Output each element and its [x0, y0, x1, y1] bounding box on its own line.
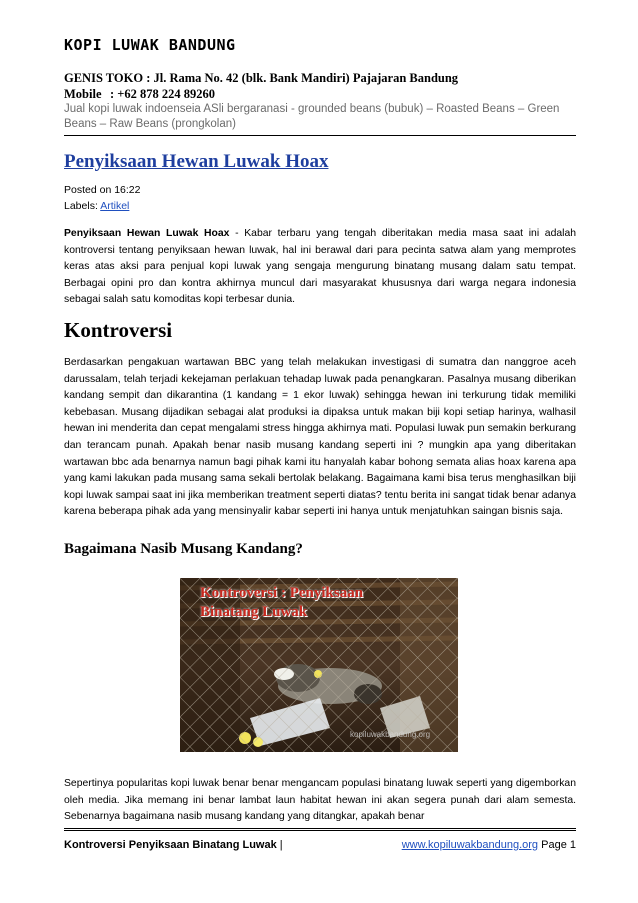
shop-address-line: GENIS TOKO : Jl. Rama No. 42 (blk. Bank Mandiri) Pajajaran Bandung [64, 71, 459, 85]
mobile-number: : +62 878 224 89260 [110, 87, 216, 101]
section-heading-nasib: Bagaimana Nasib Musang Kandang? [64, 541, 303, 557]
labels-line [64, 199, 129, 213]
labels-prefix: Labels: [64, 200, 101, 212]
image-caption [200, 584, 363, 622]
footer-site-link[interactable]: www.kopiluwakbandung.org [401, 839, 539, 851]
luwak-cage-photo [180, 578, 458, 752]
intro-lead: Penyiksaan Hewan Luwak Hoax [64, 228, 230, 239]
label-link-artikel[interactable]: Artikel [100, 200, 130, 212]
image-caption-line-1: Kontroversi : Penyiksaan [200, 585, 364, 601]
mobile-label: Mobile [64, 87, 102, 101]
kontroversi-paragraph: Berdasarkan pengakuan wartawan BBC yang telah melakukan investigasi di sumatra dan nanggroe aceh darussalam, telah terjadi kekejaman perlakuan tehadap luwak pada penangkaran. Pasalnya musang diberikan kandang sempit dan dikarantina (1 kandang = 1 ekor luwak) sehingga hewan ini terkurung tidak memiliki kebebasan. Musang dijadikan sebagai alat produksi ia dipaksa untuk makan biji kopi setiap harinya, walhasil hewan ini menderita dan cepat mengalami stress hingga akhirnya mati. Populasi luwak pun semakin berkurang dan terancam punah. Apakah benar nasib musang kandang seperti ini ? mungkin apa yang diberitakan wartawan bbc ada benarnya namun bagi pihak kami itu hanyalah kabar bohong semata alias hoax karena apa yang kami lakukan pada musang sama sekali bertolak belakang. Bagaimana kami bisa terus menghasilkan biji kopi luwak sampai saat ini jika memberikan treatment seperti diatas? tentu berita ini sangat tidak benar adanya karena beberapa pihak ada yang mensinyalir kabar seperti ini hanya untuk menjatuhkan saingan bisnis saja. [64, 357, 576, 518]
image-caption-line-2: Binatang Luwak [200, 604, 308, 620]
footer-separator: | [279, 839, 283, 851]
section-heading-kontroversi: Kontroversi [64, 318, 173, 342]
posted-on: Posted on 16:22 [64, 184, 141, 196]
site-name: KOPI LUWAK BANDUNG [64, 36, 236, 54]
image-watermark: kopiluwakbandung.org [350, 730, 431, 739]
header-divider [64, 135, 576, 136]
intro-paragraph [64, 226, 576, 309]
shop-description: Jual kopi luwak indoenseia ASli bergaranasi - grounded beans (bubuk) – Roasted Beans – Green Beans – Raw Beans (prongkolan) [64, 103, 560, 130]
nasib-paragraph: Sepertinya popularitas kopi luwak benar benar mengancam populasi binatang luwak seperti yang digemborkan oleh media. Jika memang ini benar lambat laun habitat hewan ini akan segera punah dari alam semesta. Sebenarnya bagaimana nasib musang kandang yang ditangkar, apakah benar [64, 778, 576, 823]
footer-right [402, 839, 576, 851]
mobile-line [64, 87, 576, 102]
post-title[interactable]: Penyiksaan Hewan Luwak Hoax [64, 151, 329, 172]
footer-title: Kontroversi Penyiksaan Binatang Luwak | [64, 839, 283, 851]
page-number: Page 1 [541, 839, 576, 851]
intro-text: - Kabar terbaru yang tengah diberitakan media masa saat ini adalah kontroversi tentang penyiksaan hewan luwak, hal ini berawal dari para pecinta satwa alam yang memprotes keras atas aksi para penjual kopi luwak yang sengaja mengurung binatang musang dalam satu tempat. Berbagai opini pro dan kontra akhirnya muncul dari masyarakat khususnya dari warga negara indonesia sebagai salah satu komoditas kopi terbesar dunia. [64, 228, 576, 306]
footer-divider [64, 828, 576, 831]
